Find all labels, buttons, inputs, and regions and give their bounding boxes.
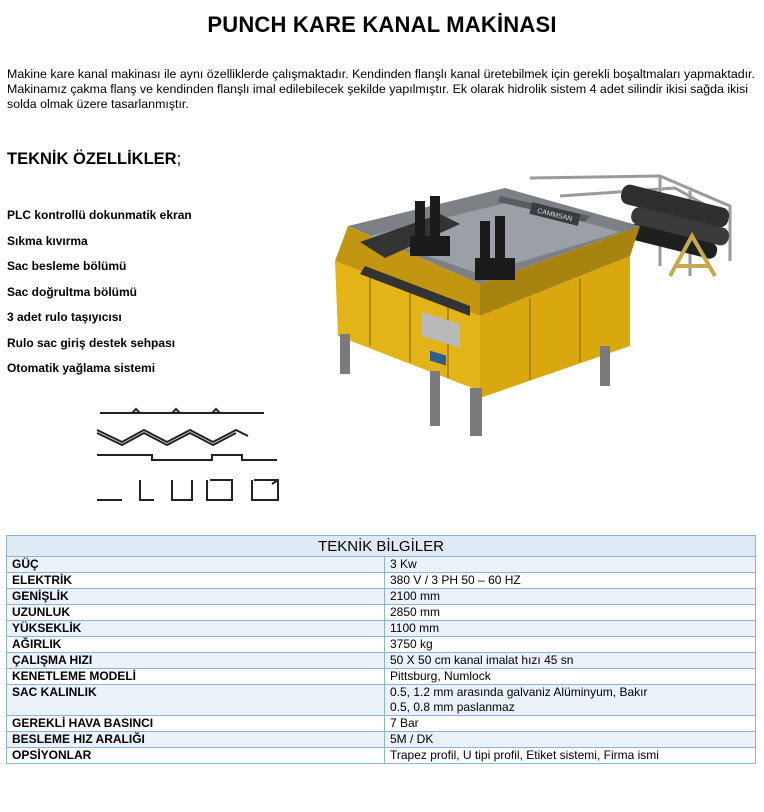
coil-rollers bbox=[619, 183, 731, 260]
table-row bbox=[7, 685, 756, 716]
specs-heading-suffix: ; bbox=[176, 150, 182, 168]
brand-label: CAMMSAN bbox=[536, 207, 573, 224]
spec-value-line: 0.5, 1.2 mm arasında galvaniz Alüminyum, Bakır bbox=[390, 685, 648, 699]
feature-item: 3 adet rulo taşıyıcısı bbox=[7, 310, 122, 324]
spec-key: GENİŞLİK bbox=[7, 589, 385, 605]
table-row bbox=[7, 589, 756, 605]
table-row bbox=[7, 716, 756, 732]
spec-key: ELEKTRİK bbox=[7, 573, 385, 589]
spec-value: 3750 kg bbox=[385, 637, 756, 653]
spec-key: KENETLEME MODELİ bbox=[7, 669, 385, 685]
feature-item: Sac doğrultma bölümü bbox=[7, 284, 138, 299]
spec-key: OPSİYONLAR bbox=[7, 748, 385, 764]
flat-seam-profile bbox=[100, 409, 264, 413]
technical-info-table bbox=[6, 535, 756, 764]
duct-profile-diagrams bbox=[92, 400, 292, 510]
table-header-row bbox=[7, 536, 756, 557]
table-row bbox=[7, 605, 756, 621]
spec-value: 1100 mm bbox=[385, 621, 756, 637]
table-row bbox=[7, 732, 756, 748]
table-row bbox=[7, 669, 756, 685]
spec-value: 2850 mm bbox=[385, 605, 756, 621]
specs-heading bbox=[7, 150, 181, 169]
feature-item: Rulo sac giriş destek sehpası bbox=[7, 335, 176, 350]
spec-key: GEREKLİ HAVA BASINCI bbox=[7, 716, 385, 732]
spec-value: Trapez profil, U tipi profil, Etiket sistemi, Firma ismi bbox=[385, 748, 756, 764]
intro-paragraph: Makine kare kanal makinası ile aynı özelliklerde çalışmaktadır. Kendinden flanşlı kanal üretebilmek için gerekli boşaltmaları yapmaktadır. Makinamız çakma flanş ve kendinden flanşlı imal edilebilecek şekilde yapılmıştır. Ek olarak hidrolik sistem 4 adet silindir ikisi sağda ikisi solda olmak üzere tasarlanmıştır. bbox=[7, 67, 755, 111]
spec-value-line: 0.5, 0.8 mm paslanmaz bbox=[390, 700, 515, 714]
spec-value: 3 Kw bbox=[385, 557, 756, 573]
feature-item: Sıkma kıvırma bbox=[7, 233, 88, 248]
machine-illustration bbox=[330, 166, 760, 436]
table-header: TEKNİK BİLGİLER bbox=[7, 536, 756, 557]
feature-item: Otomatik yağlama sistemi bbox=[7, 361, 156, 375]
spec-value: 50 X 50 cm kanal imalat hızı 45 sn bbox=[385, 653, 756, 669]
spec-key: BESLEME HIZ ARALIĞI bbox=[7, 732, 385, 748]
table-row bbox=[7, 557, 756, 573]
trapezoid-profile bbox=[97, 430, 248, 445]
spec-key: AĞIRLIK bbox=[7, 637, 385, 653]
table-row bbox=[7, 637, 756, 653]
table-row bbox=[7, 653, 756, 669]
spec-key: UZUNLUK bbox=[7, 605, 385, 621]
feature-list bbox=[7, 206, 192, 385]
spec-key: ÇALIŞMA HIZI bbox=[7, 653, 385, 669]
step-profile bbox=[97, 455, 277, 460]
spec-value: 5M / DK bbox=[385, 732, 756, 748]
specs-heading-text: TEKNİK ÖZELLİKLER bbox=[7, 150, 177, 168]
spec-key: SAC KALINLIK bbox=[7, 685, 385, 716]
u-channel-profiles bbox=[97, 480, 278, 500]
spec-value: 7 Bar bbox=[385, 716, 756, 732]
spec-value: Pittsburg, Numlock bbox=[385, 669, 756, 685]
page-title: PUNCH KARE KANAL MAKİNASI bbox=[207, 12, 557, 37]
table-row bbox=[7, 573, 756, 589]
spec-key: GÜÇ bbox=[7, 557, 385, 573]
spec-value bbox=[385, 685, 756, 716]
table-row bbox=[7, 748, 756, 764]
spec-key: YÜKSEKLİK bbox=[7, 621, 385, 637]
spec-value: 380 V / 3 PH 50 – 60 HZ bbox=[385, 573, 756, 589]
feature-item: PLC kontrollü dokunmatik ekran bbox=[7, 208, 192, 222]
table-row bbox=[7, 621, 756, 637]
spec-value: 2100 mm bbox=[385, 589, 756, 605]
feature-item: Sac besleme bölümü bbox=[7, 259, 127, 273]
